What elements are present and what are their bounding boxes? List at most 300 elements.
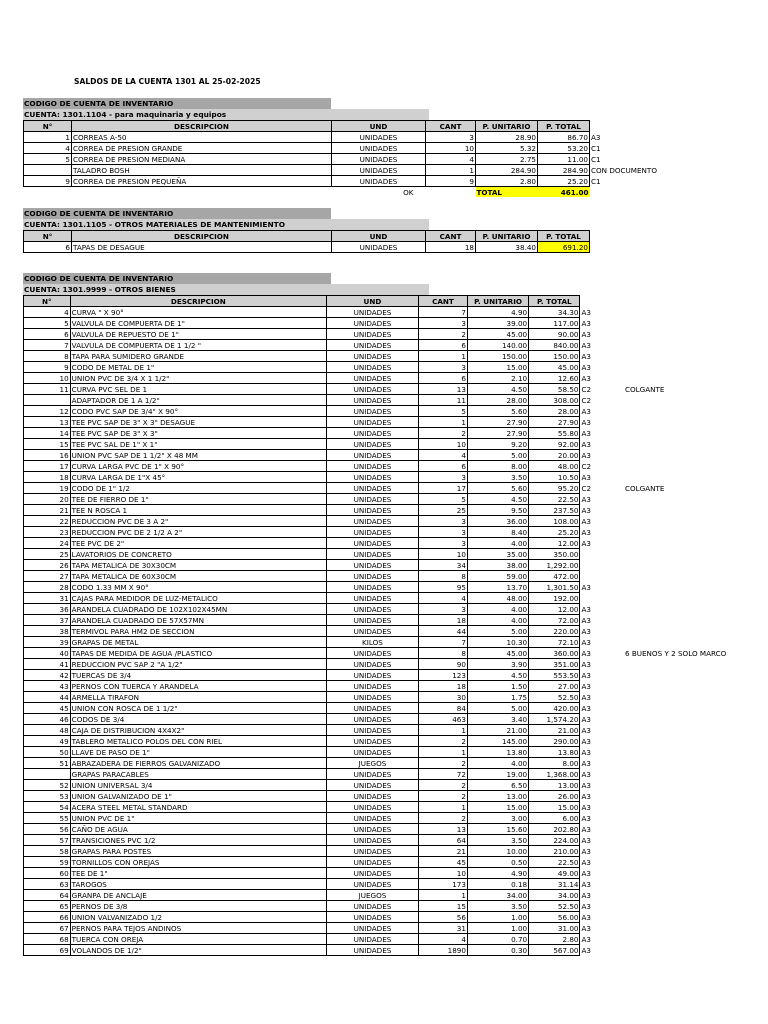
- cell-unit: UNIDADES: [326, 527, 418, 538]
- cell-quantity: 6: [418, 461, 467, 472]
- section-maquinaria: [23, 98, 670, 197]
- cell-unit: UNIDADES: [326, 329, 418, 340]
- cell-total-price: 117.00: [529, 318, 580, 329]
- cell-unit-price: 0.70: [467, 934, 528, 945]
- cell-unit: UNIDADES: [332, 242, 426, 253]
- cell-quantity: 64: [418, 835, 467, 846]
- cell-description: VALVULA DE REPUESTO DE 1": [70, 329, 326, 340]
- cell-total-price: 45.00: [529, 362, 580, 373]
- cell-unit: UNIDADES: [326, 439, 418, 450]
- cell-number: 9: [24, 362, 71, 373]
- cell-unit: UNIDADES: [326, 318, 418, 329]
- cell-remark: [619, 505, 768, 516]
- section-label: CODIGO DE CUENTA DE INVENTARIO: [23, 273, 331, 284]
- cell-total-price: 290.00: [529, 736, 580, 747]
- cell-quantity: 11: [418, 395, 467, 406]
- cell-number: 55: [24, 813, 71, 824]
- cell-total-price: 20.00: [529, 450, 580, 461]
- table-row: [24, 571, 768, 582]
- cell-unit: UNIDADES: [326, 417, 418, 428]
- cell-location-code: A3: [581, 813, 591, 823]
- cell-unit: UNIDADES: [326, 494, 418, 505]
- cell-description: CODO DE METAL DE 1": [70, 362, 326, 373]
- table-row: [24, 659, 768, 670]
- col-header-und: UND: [326, 296, 418, 307]
- total-row: [24, 187, 670, 198]
- cell-number: 6: [24, 329, 71, 340]
- cell-total-price: 58.50: [529, 384, 580, 395]
- table-row: [24, 318, 768, 329]
- cell-description: TEE DE 1": [70, 868, 326, 879]
- cell-unit-price: 3.50: [467, 835, 528, 846]
- cell-remark: [619, 373, 768, 384]
- cell-unit: UNIDADES: [332, 154, 426, 165]
- col-header-und: UND: [332, 231, 426, 242]
- cell-number: 64: [24, 890, 71, 901]
- cell-unit-price: 38.00: [467, 560, 528, 571]
- col-header-cant: CANT: [426, 121, 476, 132]
- cell-total-price: 26.00: [529, 791, 580, 802]
- cell-unit: UNIDADES: [326, 362, 418, 373]
- cell-total-price: 22.50: [529, 857, 580, 868]
- cell-remark: [619, 329, 768, 340]
- cell-quantity: 44: [418, 626, 467, 637]
- cell-total-price: 1,292.00: [529, 560, 580, 571]
- cell-description: TAPA METALICA DE 30X30CM: [70, 560, 326, 571]
- cell-quantity: 4: [426, 154, 476, 165]
- total-value: 461.00: [538, 187, 590, 198]
- cell-number: 9: [24, 176, 72, 187]
- cell-location-code: [590, 242, 670, 253]
- cell-unit-price: 3.90: [467, 659, 528, 670]
- cell-number: 66: [24, 912, 71, 923]
- cell-total-price: 350.00: [529, 549, 580, 560]
- cell-total-price: 48.00: [529, 461, 580, 472]
- cell-remark: [619, 351, 768, 362]
- cell-total-price: 52.50: [529, 692, 580, 703]
- cell-number: 69: [24, 945, 71, 956]
- cell-quantity: 123: [418, 670, 467, 681]
- cell-description: CAJA DE DISTRIBUCION 4X4X2": [70, 725, 326, 736]
- cell-total-price: 12.00: [529, 538, 580, 549]
- cell-description: ABRAZADERA DE FIERROS GALVANIZADO: [70, 758, 326, 769]
- cell-description: CODO PVC SAP DE 3/4" X 90°: [70, 406, 326, 417]
- cell-total-price: 31.00: [529, 923, 580, 934]
- cell-remark: [619, 725, 768, 736]
- cell-remark: [619, 703, 768, 714]
- cell-unit-price: 13.80: [467, 747, 528, 758]
- cell-description: UNION PVC SAP DE 1 1/2" X 48 MM: [70, 450, 326, 461]
- cell-quantity: 2: [418, 428, 467, 439]
- cell-unit: UNIDADES: [326, 450, 418, 461]
- cell-description: PERNOS CON TUERCA Y ARANDELA: [70, 681, 326, 692]
- cell-remark: [619, 747, 768, 758]
- cell-quantity: 3: [418, 472, 467, 483]
- cell-location-code: A3: [581, 406, 591, 416]
- cell-unit-price: 4.50: [467, 384, 528, 395]
- cell-number: 5: [24, 318, 71, 329]
- cell-unit-price: 3.00: [467, 813, 528, 824]
- table-row: [24, 516, 768, 527]
- cell-unit: UNIDADES: [326, 714, 418, 725]
- cell-description: CODO 1.33 MM X 90°: [70, 582, 326, 593]
- cell-unit-price: 27.90: [467, 417, 528, 428]
- cell-unit: UNIDADES: [326, 725, 418, 736]
- cell-remark: [619, 659, 768, 670]
- cell-unit-price: 21.00: [467, 725, 528, 736]
- cell-number: 4: [24, 307, 71, 318]
- cell-description: UNION PVC DE 3/4 X 1 1/2": [70, 373, 326, 384]
- table-row: [24, 362, 768, 373]
- table-row: [24, 505, 768, 516]
- cell-location-code: C2: [581, 483, 592, 493]
- cell-location-code: A3: [581, 714, 591, 724]
- table-row: [24, 824, 768, 835]
- cell-location-code: C1: [591, 143, 601, 153]
- cell-unit-price: 15.00: [467, 362, 528, 373]
- table-header-row: [24, 296, 768, 307]
- cell-number: 59: [24, 857, 71, 868]
- table-row: [24, 758, 768, 769]
- table-row: [24, 582, 768, 593]
- cell-quantity: 72: [418, 769, 467, 780]
- cell-remark: [619, 615, 768, 626]
- cell-remark: [619, 769, 768, 780]
- cell-quantity: 3: [426, 132, 476, 143]
- table-row: [24, 340, 768, 351]
- cell-remark: [619, 318, 768, 329]
- table-row: [24, 791, 768, 802]
- cell-quantity: 25: [418, 505, 467, 516]
- cell-total-price: 12.00: [529, 604, 580, 615]
- cell-location-code: A3: [581, 428, 591, 438]
- cell-remark: [619, 395, 768, 406]
- cell-location-code: A3: [581, 758, 591, 768]
- cell-location-code: A3: [581, 516, 591, 526]
- cell-total-price: 6.00: [529, 813, 580, 824]
- cell-unit: UNIDADES: [326, 945, 418, 956]
- table-row: [24, 176, 670, 187]
- cell-quantity: 2: [418, 736, 467, 747]
- cell-unit-price: 150.00: [467, 351, 528, 362]
- cell-total-price: 150.00: [529, 351, 580, 362]
- cell-quantity: 1: [418, 802, 467, 813]
- cell-remark: [619, 736, 768, 747]
- cell-description: PERNOS PARA TEJOS ANDINOS: [70, 923, 326, 934]
- cell-location-code: A3: [581, 857, 591, 867]
- cell-quantity: 7: [418, 307, 467, 318]
- cell-description: TERMIVOL PARA HM2 DE SECCION: [70, 626, 326, 637]
- cell-location-code: A3: [581, 626, 591, 636]
- cell-remark: [619, 450, 768, 461]
- cell-quantity: 95: [418, 582, 467, 593]
- cell-unit: UNIDADES: [326, 681, 418, 692]
- col-header-desc: DESCRIPCION: [70, 296, 326, 307]
- cell-unit: UNIDADES: [326, 406, 418, 417]
- cell-quantity: 2: [418, 780, 467, 791]
- cell-unit-price: 5.00: [467, 626, 528, 637]
- cell-quantity: 3: [418, 538, 467, 549]
- cell-number: 14: [24, 428, 71, 439]
- section-otros-bienes: [23, 273, 768, 956]
- cell-number: 31: [24, 593, 71, 604]
- table-row: [24, 428, 768, 439]
- table-row: [24, 615, 768, 626]
- cell-unit: UNIDADES: [326, 472, 418, 483]
- cell-remark: [619, 791, 768, 802]
- cell-number: 53: [24, 791, 71, 802]
- cell-quantity: 1: [418, 417, 467, 428]
- table-header-row: [24, 231, 670, 242]
- cell-location-code: C2: [581, 395, 592, 405]
- cell-unit-price: 36.00: [467, 516, 528, 527]
- cell-unit-price: 4.00: [467, 538, 528, 549]
- col-header-pt: P. TOTAL: [538, 231, 590, 242]
- cell-total-price: 15.00: [529, 802, 580, 813]
- cell-unit-price: 0.50: [467, 857, 528, 868]
- cell-number: 65: [24, 901, 71, 912]
- col-header-pu: P. UNITARIO: [476, 231, 538, 242]
- cell-description: ARANDELA CUADRADO DE 57X57MN: [70, 615, 326, 626]
- section-label: CODIGO DE CUENTA DE INVENTARIO: [23, 98, 331, 109]
- cell-unit: UNIDADES: [326, 340, 418, 351]
- table-row: [24, 406, 768, 417]
- cell-unit: UNIDADES: [326, 747, 418, 758]
- cell-quantity: 1: [418, 351, 467, 362]
- cell-unit-price: 4.50: [467, 494, 528, 505]
- cell-unit-price: 1.50: [467, 681, 528, 692]
- cell-unit: UNIDADES: [326, 692, 418, 703]
- cell-total-price: 90.00: [529, 329, 580, 340]
- cell-location-code: A3: [591, 132, 601, 142]
- cell-quantity: 463: [418, 714, 467, 725]
- cell-total-price: 420.00: [529, 703, 580, 714]
- col-header-cant: CANT: [418, 296, 467, 307]
- cell-remark: [619, 560, 768, 571]
- cell-location-code: A3: [581, 494, 591, 504]
- section-label: CODIGO DE CUENTA DE INVENTARIO: [23, 208, 331, 219]
- cell-unit-price: 0.18: [467, 879, 528, 890]
- cell-unit: UNIDADES: [326, 824, 418, 835]
- cell-unit: UNIDADES: [326, 813, 418, 824]
- cell-remark: [619, 890, 768, 901]
- report-title: SALDOS DE LA CUENTA 1301 AL 25-02-2025: [74, 77, 261, 86]
- cell-remark: [619, 549, 768, 560]
- cell-description: TEE PVC SAP DE 3" X 3": [70, 428, 326, 439]
- cell-remark: [619, 912, 768, 923]
- cell-description: CODOS DE 3/4: [70, 714, 326, 725]
- table-row: [24, 670, 768, 681]
- cell-unit: UNIDADES: [326, 934, 418, 945]
- cell-unit: UNIDADES: [326, 505, 418, 516]
- cell-quantity: 6: [418, 373, 467, 384]
- cell-location-code: A3: [581, 538, 591, 548]
- cell-total-price: 8.00: [529, 758, 580, 769]
- cell-unit: UNIDADES: [326, 604, 418, 615]
- cell-description: UNION CON ROSCA DE 1 1/2": [70, 703, 326, 714]
- table-row: [24, 835, 768, 846]
- cell-unit: UNIDADES: [326, 384, 418, 395]
- cell-number: 23: [24, 527, 71, 538]
- cell-remark: [619, 846, 768, 857]
- cell-remark: [619, 538, 768, 549]
- cell-unit: UNIDADES: [326, 769, 418, 780]
- cell-unit: UNIDADES: [326, 351, 418, 362]
- cell-number: 25: [24, 549, 71, 560]
- cell-number: 38: [24, 626, 71, 637]
- cell-description: ADAPTADOR DE 1 A 1/2": [70, 395, 326, 406]
- cell-quantity: 3: [418, 362, 467, 373]
- cell-description: LAVATORIOS DE CONCRETO: [70, 549, 326, 560]
- cell-description: TEE DE FIERRO DE 1": [70, 494, 326, 505]
- cell-unit-price: 4.00: [467, 615, 528, 626]
- cell-unit-price: 145.00: [467, 736, 528, 747]
- cell-quantity: 2: [418, 329, 467, 340]
- cell-description: REDUCCION PVC SAP 2 "A 1/2": [70, 659, 326, 670]
- table-row: [24, 846, 768, 857]
- cell-number: 6: [24, 242, 72, 253]
- cell-remark: [619, 670, 768, 681]
- cell-unit: UNIDADES: [326, 791, 418, 802]
- cell-total-price: 86.70: [538, 132, 590, 143]
- cell-remark: [619, 307, 768, 318]
- cell-remark: 6 BUENOS Y 2 SOLO MARCO: [624, 648, 727, 658]
- cell-quantity: 10: [418, 549, 467, 560]
- col-header-pt: P. TOTAL: [538, 121, 590, 132]
- table-row: [24, 494, 768, 505]
- cell-total-price: 691.20: [538, 242, 590, 253]
- cell-quantity: 45: [418, 857, 467, 868]
- table-row: [24, 132, 670, 143]
- cell-unit-price: 5.00: [467, 450, 528, 461]
- cell-unit: UNIDADES: [326, 395, 418, 406]
- cell-location-code: A3: [581, 340, 591, 350]
- cell-number: 51: [24, 758, 71, 769]
- cell-description: CORREA DE PRESION MEDIANA: [72, 154, 332, 165]
- cell-unit-price: 27.90: [467, 428, 528, 439]
- col-header-n: N°: [24, 231, 72, 242]
- cell-unit: UNIDADES: [326, 571, 418, 582]
- cell-unit-price: 284.90: [476, 165, 538, 176]
- cell-unit-price: 3.40: [467, 714, 528, 725]
- table-row: [24, 450, 768, 461]
- cell-location-code: A3: [581, 637, 591, 647]
- cell-quantity: 1890: [418, 945, 467, 956]
- cell-remark: [619, 923, 768, 934]
- cell-remark: COLGANTE: [624, 483, 665, 493]
- cell-location-code: A3: [581, 329, 591, 339]
- cell-description: GRANPA DE ANCLAJE: [70, 890, 326, 901]
- cell-remark: [619, 857, 768, 868]
- cell-unit-price: 39.00: [467, 318, 528, 329]
- cell-description: GRAPAS DE METAL: [70, 637, 326, 648]
- cell-location-code: A3: [581, 439, 591, 449]
- cell-description: TRANSICIONES PVC 1/2: [70, 835, 326, 846]
- cell-unit-price: 5.00: [467, 703, 528, 714]
- cell-location-code: A3: [581, 659, 591, 669]
- cell-remark: [619, 362, 768, 373]
- cell-location-code: A3: [581, 527, 591, 537]
- cell-unit: UNIDADES: [326, 373, 418, 384]
- cell-unit-price: 15.00: [467, 802, 528, 813]
- section-cuenta: CUENTA: 1301.1104 - para maquinaria y equipos: [23, 109, 429, 120]
- cell-number: 44: [24, 692, 71, 703]
- cell-number: 36: [24, 604, 71, 615]
- table-row: [24, 329, 768, 340]
- cell-unit: UNIDADES: [326, 428, 418, 439]
- cell-unit: UNIDADES: [326, 560, 418, 571]
- cell-unit-price: 13.00: [467, 791, 528, 802]
- table-row: [24, 736, 768, 747]
- cell-total-price: 1,574.20: [529, 714, 580, 725]
- cell-description: VALVULA DE COMPUERTA DE 1 1/2 ": [70, 340, 326, 351]
- cell-description: REDUCCION PVC DE 2 1/2 A 2": [70, 527, 326, 538]
- cell-remark: [619, 692, 768, 703]
- cell-description: CURVA " X 90°: [70, 307, 326, 318]
- cell-number: 27: [24, 571, 71, 582]
- table-row: [24, 868, 768, 879]
- cell-location-code: A3: [581, 879, 591, 889]
- cell-total-price: 72.00: [529, 615, 580, 626]
- cell-total-price: 192.00: [529, 593, 580, 604]
- cell-unit: UNIDADES: [326, 516, 418, 527]
- cell-unit-price: 59.00: [467, 571, 528, 582]
- cell-quantity: 3: [418, 604, 467, 615]
- cell-location-code: A3: [581, 912, 591, 922]
- cell-location-code: A3: [581, 769, 591, 779]
- cell-unit-price: 2.75: [476, 154, 538, 165]
- cell-total-price: 108.00: [529, 516, 580, 527]
- cell-description: TORNILLOS CON OREJAS: [70, 857, 326, 868]
- cell-total-price: 13.00: [529, 780, 580, 791]
- cell-unit-price: 15.60: [467, 824, 528, 835]
- cell-description: CORREA DE PRESION PEQUEÑA: [72, 176, 332, 187]
- table-row: [24, 307, 768, 318]
- cell-remark: [619, 780, 768, 791]
- cell-quantity: 56: [418, 912, 467, 923]
- cell-total-price: 72.10: [529, 637, 580, 648]
- cell-location-code: A3: [581, 373, 591, 383]
- table-row: [24, 934, 768, 945]
- cell-number: 46: [24, 714, 71, 725]
- cell-description: TALADRO BOSH: [72, 165, 332, 176]
- cell-number: 11: [24, 384, 71, 395]
- table-row: [24, 879, 768, 890]
- table-row: [24, 637, 768, 648]
- cell-description: CORREA DE PRESION GRANDE: [72, 143, 332, 154]
- cell-remark: [619, 340, 768, 351]
- cell-quantity: 17: [418, 483, 467, 494]
- col-header-pt: P. TOTAL: [529, 296, 580, 307]
- cell-total-price: 34.30: [529, 307, 580, 318]
- cell-number: 57: [24, 835, 71, 846]
- cell-location-code: A3: [581, 868, 591, 878]
- cell-location-code: A3: [581, 505, 591, 515]
- table-row: [24, 714, 768, 725]
- cell-total-price: 567.00: [529, 945, 580, 956]
- table-row: [24, 351, 768, 362]
- cell-number: 18: [24, 472, 71, 483]
- cell-total-price: 351.00: [529, 659, 580, 670]
- cell-number: 26: [24, 560, 71, 571]
- cell-description: CAÑO DE AGUA: [70, 824, 326, 835]
- cell-unit-price: 34.00: [467, 890, 528, 901]
- cell-description: VALVULA DE COMPUERTA DE 1": [70, 318, 326, 329]
- cell-unit: UNIDADES: [326, 703, 418, 714]
- cell-total-price: 472.00: [529, 571, 580, 582]
- cell-description: ARMELLA TIRAFON: [70, 692, 326, 703]
- cell-total-price: 553.50: [529, 670, 580, 681]
